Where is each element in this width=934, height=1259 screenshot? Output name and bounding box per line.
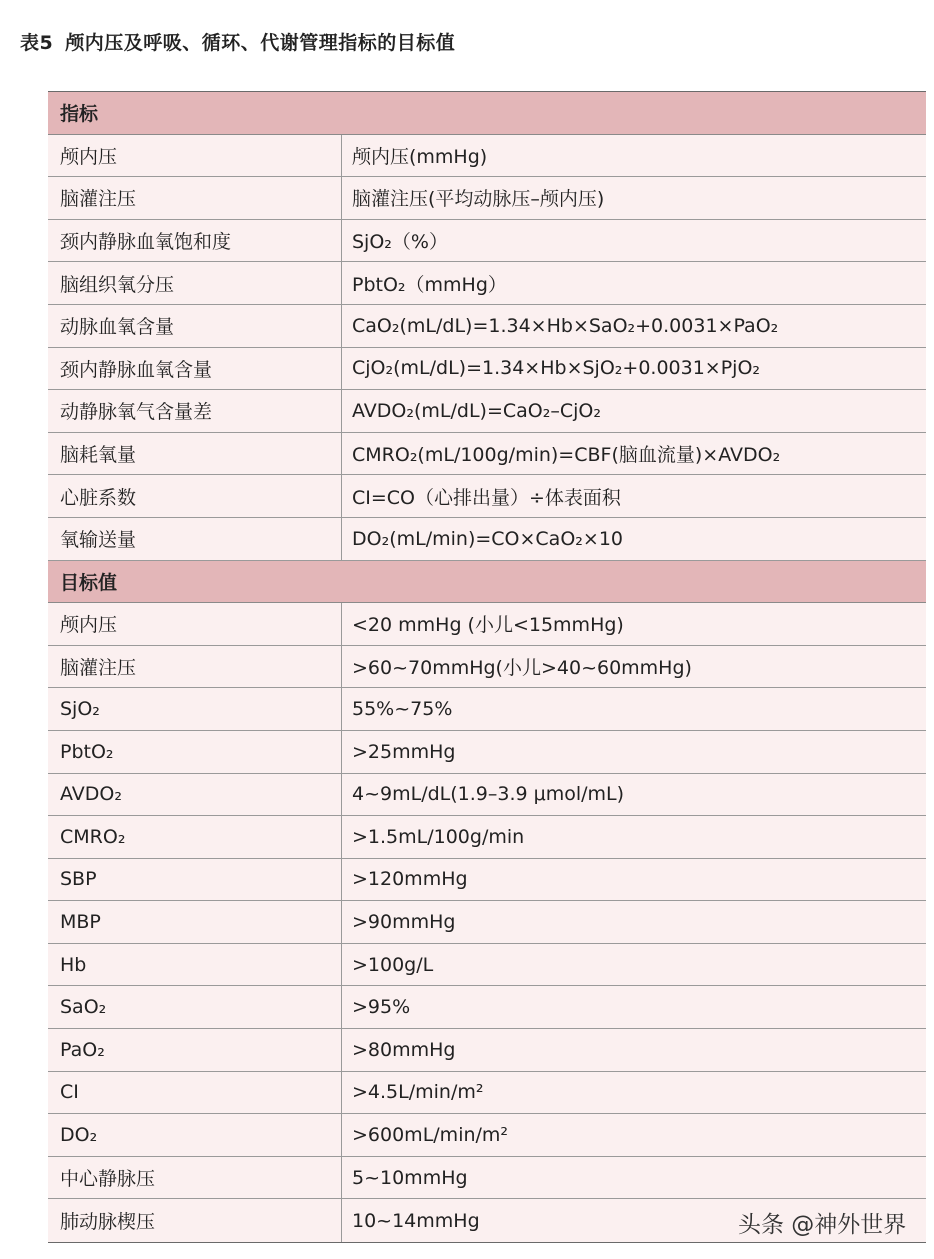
- table-row: [48, 305, 926, 348]
- indicator-table: [48, 91, 926, 1243]
- table-row: [48, 816, 926, 859]
- table-row: [48, 1157, 926, 1200]
- table-row: [48, 688, 926, 731]
- table-row: [48, 1072, 926, 1115]
- table-row: [48, 859, 926, 902]
- indicator-name-cell: CI: [48, 1072, 342, 1114]
- indicator-name-cell: 肺动脉楔压: [48, 1199, 342, 1242]
- indicator-name-cell: 脑组织氧分压: [48, 262, 342, 304]
- table-row: [48, 986, 926, 1029]
- indicator-name-cell: 氧输送量: [48, 518, 342, 560]
- table-row: [48, 475, 926, 518]
- table-row: [48, 348, 926, 391]
- indicator-name-cell: CMRO₂: [48, 816, 342, 858]
- section-header-row: [48, 561, 926, 604]
- indicator-name-cell: Hb: [48, 944, 342, 986]
- table-row: [48, 433, 926, 476]
- indicator-value-cell: 脑灌注压(平均动脉压–颅内压): [352, 188, 605, 211]
- table-row: [48, 774, 926, 817]
- table-row: [48, 390, 926, 433]
- indicator-value-cell: >600mL/min/m²: [352, 1124, 509, 1147]
- indicator-value-cell: >80mmHg: [352, 1038, 456, 1061]
- indicator-value-cell: DO₂(mL/min)=CO×CaO₂×10: [352, 527, 623, 550]
- indicator-value-cell: >100g/L: [352, 953, 434, 976]
- table-row: [48, 901, 926, 944]
- indicator-value-cell: 10~14mmHg: [352, 1209, 480, 1232]
- indicator-name-cell: PaO₂: [48, 1029, 342, 1071]
- indicator-value-cell: >60~70mmHg(小儿>40~60mmHg): [352, 657, 692, 680]
- table-row: [48, 177, 926, 220]
- indicator-name-cell: DO₂: [48, 1114, 342, 1156]
- indicator-name-cell: 动脉血氧含量: [48, 305, 342, 347]
- indicator-name-cell: 脑耗氧量: [48, 433, 342, 475]
- indicator-value-cell: 4~9mL/dL(1.9–3.9 μmol/mL): [352, 783, 625, 806]
- indicator-value-cell: >120mmHg: [352, 868, 468, 891]
- table-row: [48, 220, 926, 263]
- table-row: [48, 603, 926, 646]
- section-header-label: 目标值: [60, 571, 118, 594]
- table-row: [48, 1029, 926, 1072]
- indicator-name-cell: SjO₂: [48, 688, 342, 730]
- indicator-name-cell: 颈内静脉血氧饱和度: [48, 220, 342, 262]
- table-row: [48, 944, 926, 987]
- indicator-value-cell: 55%~75%: [352, 698, 453, 721]
- table-row: [48, 135, 926, 178]
- indicator-name-cell: 颅内压: [48, 603, 342, 645]
- table-row: [48, 1114, 926, 1157]
- indicator-name-cell: 脑灌注压: [48, 177, 342, 219]
- table-row: [48, 262, 926, 305]
- indicator-name-cell: MBP: [48, 901, 342, 943]
- indicator-name-cell: SaO₂: [48, 986, 342, 1028]
- indicator-value-cell: <20 mmHg (小儿<15mmHg): [352, 614, 624, 637]
- indicator-value-cell: >4.5L/min/m²: [352, 1081, 484, 1104]
- indicator-name-cell: SBP: [48, 859, 342, 901]
- table-caption: [20, 28, 455, 55]
- section-header-row: [48, 92, 926, 135]
- indicator-value-cell: >1.5mL/100g/min: [352, 825, 525, 848]
- table-row: [48, 731, 926, 774]
- indicator-name-cell: 颈内静脉血氧含量: [48, 348, 342, 390]
- indicator-value-cell: 5~10mmHg: [352, 1166, 468, 1189]
- indicator-value-cell: AVDO₂(mL/dL)=CaO₂–CjO₂: [352, 399, 601, 422]
- indicator-name-cell: 颅内压: [48, 135, 342, 177]
- indicator-value-cell: SjO₂（%）: [352, 231, 448, 254]
- indicator-value-cell: PbtO₂（mmHg）: [352, 273, 507, 296]
- table-number: 表5: [20, 32, 54, 54]
- indicator-value-cell: CMRO₂(mL/100g/min)=CBF(脑血流量)×AVDO₂: [352, 444, 781, 467]
- indicator-name-cell: AVDO₂: [48, 774, 342, 816]
- indicator-name-cell: 心脏系数: [48, 475, 342, 517]
- indicator-name-cell: 脑灌注压: [48, 646, 342, 688]
- table-row: [48, 518, 926, 561]
- indicator-value-cell: >90mmHg: [352, 911, 456, 934]
- watermark: 头条 @神外世界: [738, 1212, 907, 1238]
- table-row: [48, 646, 926, 689]
- indicator-value-cell: >25mmHg: [352, 740, 456, 763]
- indicator-name-cell: 中心静脉压: [48, 1157, 342, 1199]
- indicator-value-cell: CaO₂(mL/dL)=1.34×Hb×SaO₂+0.0031×PaO₂: [352, 314, 779, 337]
- indicator-value-cell: >95%: [352, 996, 411, 1019]
- indicator-name-cell: PbtO₂: [48, 731, 342, 773]
- indicator-value-cell: CI=CO（心排出量）÷体表面积: [352, 486, 621, 509]
- indicator-name-cell: 动静脉氧气含量差: [48, 390, 342, 432]
- section-header-label: 指标: [60, 103, 99, 126]
- indicator-value-cell: CjO₂(mL/dL)=1.34×Hb×SjO₂+0.0031×PjO₂: [352, 357, 761, 380]
- indicator-value-cell: 颅内压(mmHg): [352, 145, 488, 168]
- table-title: 颅内压及呼吸、循环、代谢管理指标的目标值: [65, 32, 456, 54]
